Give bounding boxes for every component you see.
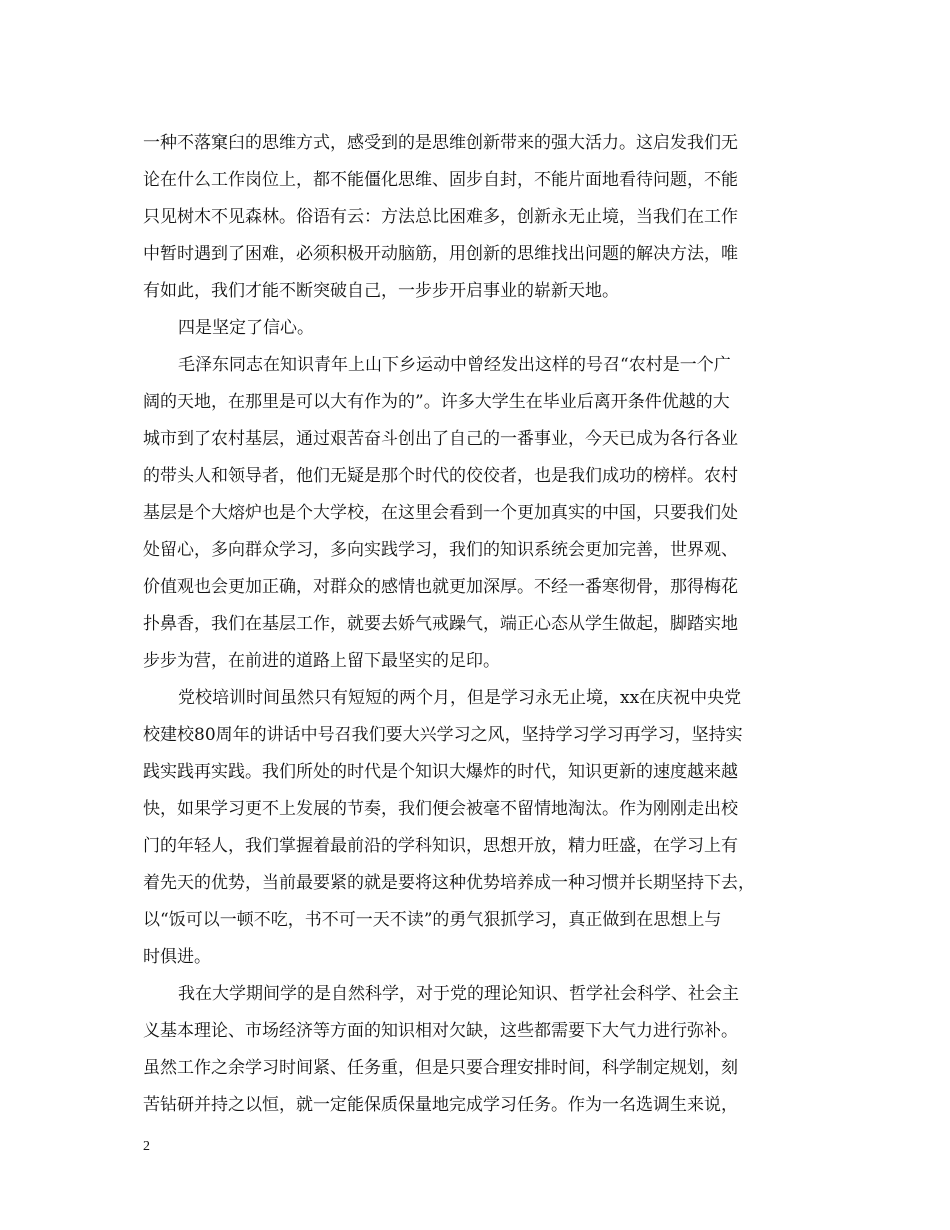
text-line: 中暂时遇到了困难，必须积极开动脑筋，用创新的思维找出问题的解决方法，唯 xyxy=(143,244,738,264)
text-line: 门的年轻人，我们掌握着最前沿的学科知识，思想开放，精力旺盛，在学习上有 xyxy=(143,836,738,856)
text-line: 有如此，我们才能不断突破自己，一步步开启事业的崭新天地。 xyxy=(143,281,619,301)
text-line: 阔的天地，在那里是可以大有作为的”。许多大学生在毕业后离开条件优越的大 xyxy=(143,392,730,412)
text-line: 践实践再实践。我们所处的时代是个知识大爆炸的时代，知识更新的速度越来越 xyxy=(143,762,738,782)
text-line: 一种不落窠臼的思维方式，感受到的是思维创新带来的强大活力。这启发我们无 xyxy=(143,133,738,153)
text-line: 的带头人和领导者，他们无疑是那个时代的佼佼者，也是我们成功的榜样。农村 xyxy=(143,466,738,486)
text-line: 虽然工作之余学习时间紧、任务重，但是只要合理安排时间，科学制定规划，刻 xyxy=(143,1058,738,1078)
section-heading: 四是坚定了信心。 xyxy=(178,318,314,338)
body-text xyxy=(143,125,823,1124)
text-line: 价值观也会更加正确，对群众的感情也就更加深厚。不经一番寒彻骨，那得梅花 xyxy=(143,577,738,597)
text-line: 城市到了农村基层，通过艰苦奋斗创出了自己的一番事业，今天已成为各行各业 xyxy=(143,429,738,449)
text-line: 步步为营，在前进的道路上留下最坚实的足印。 xyxy=(143,651,500,671)
text-line: 只见树木不见森林。俗语有云：方法总比困难多，创新永无止境，当我们在工作 xyxy=(143,207,738,227)
text-line: 扑鼻香，我们在基层工作，就要去娇气戒躁气，端正心态从学生做起，脚踏实地 xyxy=(143,614,738,634)
text-line: 时俱进。 xyxy=(143,947,211,967)
text-line: 着先天的优势，当前最要紧的就是要将这种优势培养成一种习惯并长期坚持下去， xyxy=(143,873,755,893)
text-line: 基层是个大熔炉也是个大学校，在这里会看到一个更加真实的中国，只要我们处 xyxy=(143,503,738,523)
paragraph-start: 毛泽东同志在知识青年上山下乡运动中曾经发出这样的号召“农村是一个广 xyxy=(178,355,731,375)
paragraph-start: 我在大学期间学的是自然科学，对于党的理论知识、哲学社会科学、社会主 xyxy=(178,984,739,1004)
paragraph-start: 党校培训时间虽然只有短短的两个月，但是学习永无止境，xx在庆祝中央党 xyxy=(178,688,742,708)
text-line: 义基本理论、市场经济等方面的知识相对欠缺，这些都需要下大气力进行弥补。 xyxy=(143,1021,738,1041)
page-number: 2 xyxy=(143,1139,150,1154)
text-line: 苦钻研并持之以恒，就一定能保质保量地完成学习任务。作为一名选调生来说， xyxy=(143,1095,738,1115)
text-line: 快，如果学习更不上发展的节奏，我们便会被毫不留情地淘汰。作为刚刚走出校 xyxy=(143,799,738,819)
text-line: 以“饭可以一顿不吃，书不可一天不读”的勇气狠抓学习，真正做到在思想上与 xyxy=(143,910,722,930)
text-line: 校建校80周年的讲话中号召我们要大兴学习之风，坚持学习学习再学习，坚持实 xyxy=(143,725,743,745)
text-line: 论在什么工作岗位上，都不能僵化思维、固步自封，不能片面地看待问题，不能 xyxy=(143,170,738,190)
text-line: 处留心，多向群众学习，多向实践学习，我们的知识系统会更加完善，世界观、 xyxy=(143,540,738,560)
